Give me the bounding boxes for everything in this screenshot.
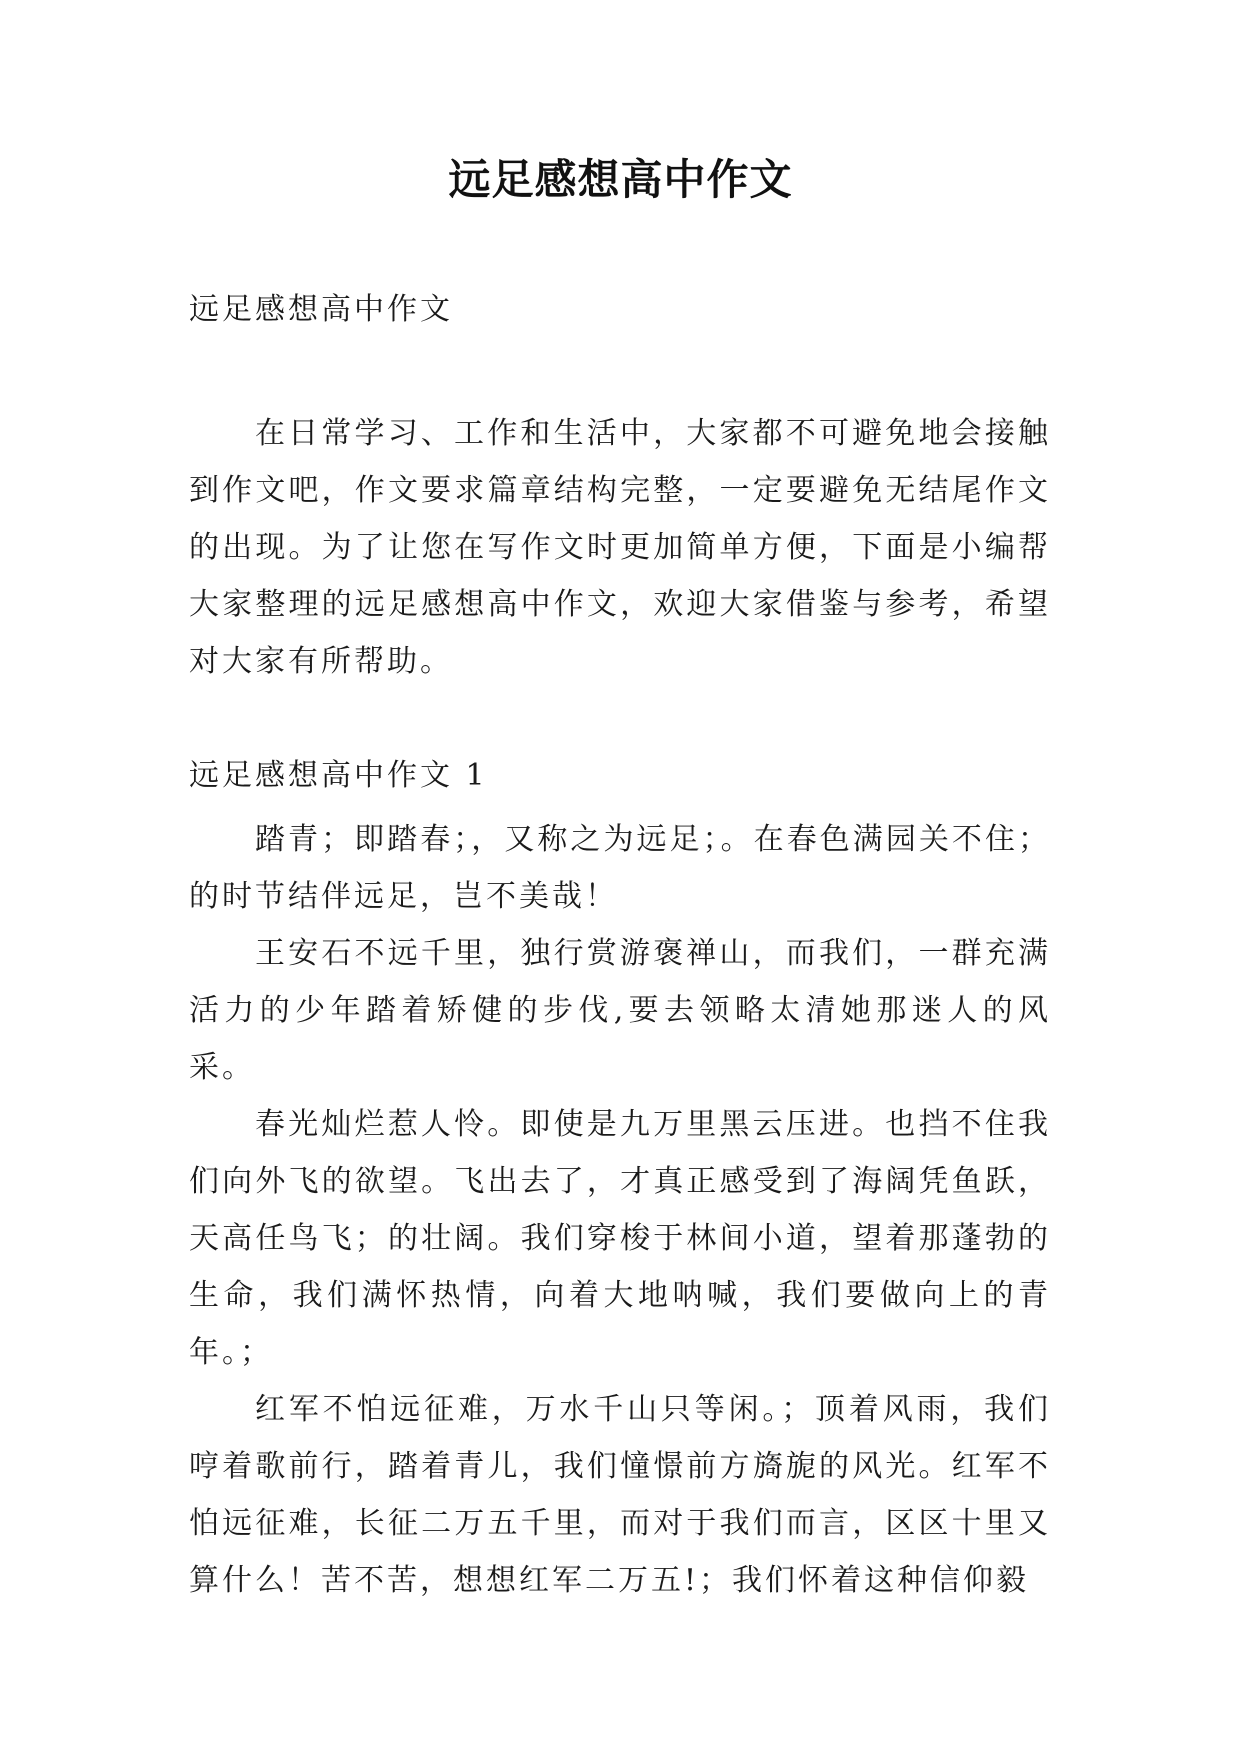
- document-subtitle: 远足感想高中作文: [189, 292, 453, 327]
- essay-body: [189, 811, 1051, 1609]
- essay-paragraph: 王安石不远千里，独行赏游褒禅山，而我们，一群充满活力的少年踏着矫健的步伐,要去领略太清她那迷人的风采。: [189, 936, 1051, 1085]
- essay-paragraph: 红军不怕远征难，万水千山只等闲。；顶着风雨，我们哼着歌前行，踏着青儿，我们憧憬前方旖旎的风光。红军不怕远征难，长征二万五千里，而对于我们而言，区区十里又算什么！苦不苦，想想红军二万五!；我们怀着这种信仰毅: [189, 1392, 1051, 1598]
- essay-paragraph: 踏青；即踏春；，又称之为远足；。在春色满园关不住；的时节结伴远足，岂不美哉！: [189, 822, 1051, 914]
- document-title: 远足感想高中作文: [448, 155, 793, 204]
- essay-paragraph: 春光灿烂惹人怜。即使是九万里黑云压进。也挡不住我们向外飞的欲望。飞出去了，才真正感受到了海阔凭鱼跃，天高任鸟飞；的壮阔。我们穿梭于林间小道，望着那蓬勃的生命，我们满怀热情，向着大地呐喊，我们要做向上的青年。；: [189, 1107, 1051, 1370]
- intro-paragraph: 在日常学习、工作和生活中，大家都不可避免地会接触到作文吧，作文要求篇章结构完整，一定要避免无结尾作文的出现。为了让您在写作文时更加简单方便，下面是小编帮大家整理的远足感想高中作文，欢迎大家借鉴与参考，希望对大家有所帮助。: [189, 416, 1051, 679]
- section-heading: 远足感想高中作文 1: [189, 758, 488, 793]
